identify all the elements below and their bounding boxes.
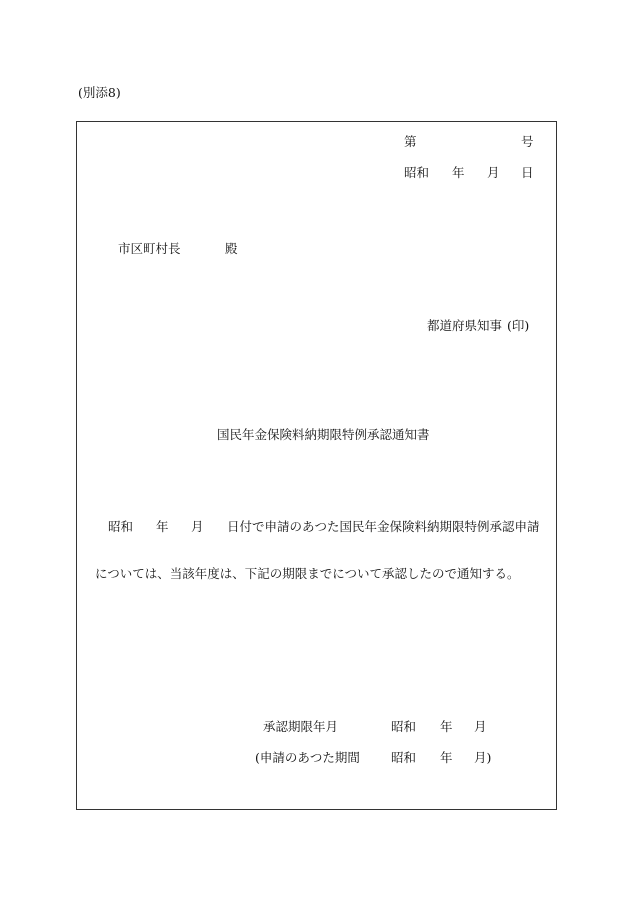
approval-deadline-year: 年 <box>440 719 453 734</box>
attachment-label: (別添8) <box>78 85 121 100</box>
header-date-era: 昭和 <box>404 165 430 180</box>
addressee-honorific: 殿 <box>225 241 238 256</box>
header-date-month: 月 <box>487 165 500 180</box>
header-date-day: 日 <box>521 165 534 180</box>
body-era: 昭和 <box>108 519 134 534</box>
period-year: 年 <box>440 750 453 765</box>
approval-deadline-label: 承認期限年月 <box>263 719 339 734</box>
period-label: (申請のあつた期間 <box>255 750 360 765</box>
number-suffix: 号 <box>521 134 534 149</box>
approval-deadline-month: 月 <box>474 719 487 734</box>
header-date-year: 年 <box>452 165 465 180</box>
sender-seal: (印) <box>507 318 530 333</box>
period-era: 昭和 <box>391 750 417 765</box>
approval-deadline-era: 昭和 <box>391 719 417 734</box>
body-line1-text: 日付で申請のあつた国民年金保険料納期限特例承認申請 <box>227 519 540 534</box>
body-line2: については、当該年度は、下記の期限までについて承認したので通知する。 <box>95 566 520 581</box>
addressee-title: 市区町村長 <box>118 241 181 256</box>
period-month: 月) <box>474 750 492 765</box>
document-title: 国民年金保険料納期限特例承認通知書 <box>217 427 430 442</box>
body-month: 月 <box>191 519 204 534</box>
number-prefix: 第 <box>404 134 417 149</box>
body-year: 年 <box>156 519 169 534</box>
sender-title: 都道府県知事 <box>427 318 503 333</box>
notice-frame <box>76 121 557 810</box>
